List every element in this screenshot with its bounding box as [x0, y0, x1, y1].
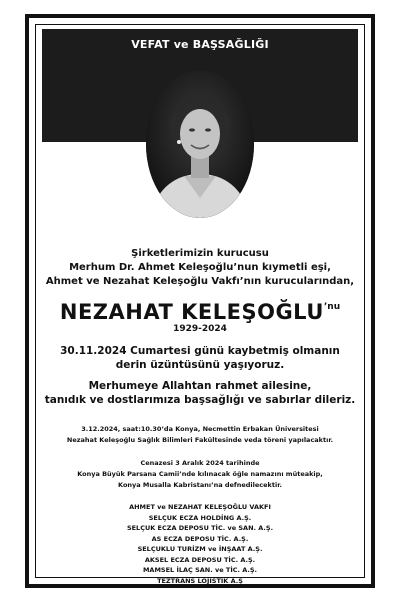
death-notice [38, 344, 362, 372]
intro-text [38, 247, 362, 289]
notice-title: VEFAT ve BAŞSAĞLIĞI [131, 38, 269, 51]
ceremony-line: 3.12.2024, saat:10.30’da Konya, Necmettin Erbakan Üniversitesi [81, 425, 319, 433]
intro-line: Ahmet ve Nezahat Keleşoğlu Vakfı’nın kurucularından, [45, 276, 355, 287]
condolence-line: tanıdık ve dostlarımıza başsağlığı ve sabırlar dileriz. [44, 394, 356, 406]
company-list [38, 502, 362, 586]
funeral-line: Cenazesi 3 Aralık 2024 tarihinde [140, 459, 260, 467]
condolence-message [38, 379, 362, 407]
name-suffix: ’nu [323, 302, 341, 312]
company-name: TEZTRANS LOJİSTİK A.Ş [157, 576, 243, 585]
company-name: SELÇUK ECZA HOLDİNG A.Ş. [148, 513, 252, 522]
ceremony-line: Nezahat Keleşoğlu Sağlık Bilimleri Fakültesinde veda töreni yapılacaktır. [66, 436, 334, 444]
funeral-line: Konya Musalla Kabristanı’na defnedilecektir. [118, 481, 282, 489]
funeral-info [38, 458, 362, 491]
death-notice-line: 30.11.2024 Cumartesi günü kaybetmiş olmanın [60, 345, 340, 357]
intro-line: Merhum Dr. Ahmet Keleşoğlu’nun kıymetli eşi, [69, 262, 331, 273]
portrait-image [146, 70, 254, 218]
company-name: AS ECZA DEPOSU TİC. A.Ş. [151, 534, 249, 543]
life-years: 1929-2024 [173, 324, 227, 334]
portrait-photo [146, 70, 254, 218]
condolence-line: Merhumeye Allahtan rahmet ailesine, [88, 380, 312, 392]
company-name: AHMET ve NEZAHAT KELEŞOĞLU VAKFI [129, 503, 271, 511]
company-name: AKSEL ECZA DEPOSU TİC. A.Ş. [144, 555, 256, 564]
company-name: SELÇUKLU TURİZM ve İNŞAAT A.Ş. [137, 545, 263, 553]
death-notice-line: derin üzüntüsünü yaşıyoruz. [115, 359, 285, 371]
funeral-line: Konya Büyük Parsana Camii’nde kılınacak öğle namazını müteakip, [77, 470, 323, 478]
company-name: SELÇUK ECZA DEPOSU TİC. ve SAN. A.Ş. [126, 524, 274, 532]
intro-line: Şirketlerimizin kurucusu [131, 248, 269, 259]
deceased-name-line [38, 300, 362, 324]
company-name: MAMSEL İLAÇ SAN. ve TİC. A.Ş. [142, 566, 258, 574]
deceased-name: NEZAHAT KELEŞOĞLU [59, 300, 324, 324]
ceremony-info [38, 424, 362, 446]
